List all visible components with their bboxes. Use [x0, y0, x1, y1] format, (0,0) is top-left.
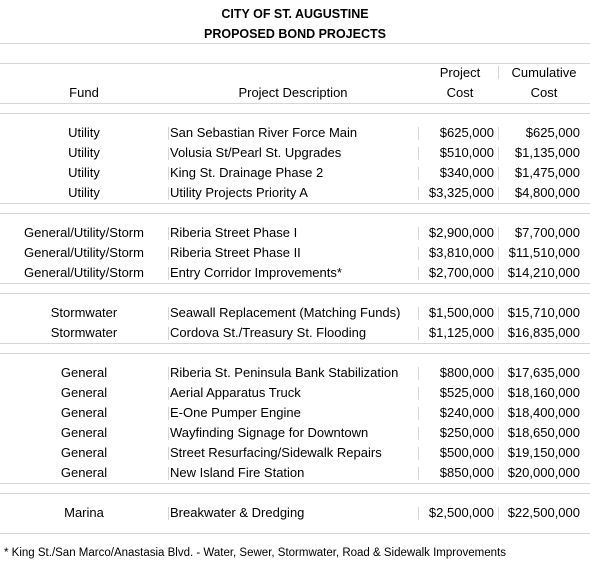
description-cell: San Sebastian River Force Main	[170, 125, 358, 140]
fund-cell: General	[60, 405, 108, 420]
cumulative-cell: $19,150,000	[507, 445, 580, 460]
cumulative-separator	[498, 187, 499, 200]
page-subtitle: PROPOSED BOND PROJECTS	[204, 27, 386, 41]
cost-header-top: Project	[439, 65, 481, 80]
cumulative-cell: $18,160,000	[507, 385, 580, 400]
cumulative-separator	[498, 227, 499, 240]
cumulative-cell: $22,500,000	[507, 505, 580, 520]
desc-separator	[168, 507, 169, 520]
cost-cell: $340,000	[439, 165, 494, 180]
cost-separator	[418, 307, 419, 320]
fund-cell: General	[60, 385, 108, 400]
grid-line	[0, 203, 590, 204]
cost-separator	[418, 327, 419, 340]
description-cell: Aerial Apparatus Truck	[170, 385, 301, 400]
cumulative-separator	[498, 387, 499, 400]
cost-separator	[418, 187, 419, 200]
header-separator	[498, 66, 499, 79]
desc-separator	[168, 307, 169, 320]
grid-line	[0, 533, 590, 534]
cumulative-separator	[498, 427, 499, 440]
cumulative-cell: $11,510,000	[508, 245, 580, 260]
grid-line	[0, 103, 590, 104]
footnote: * King St./San Marco/Anastasia Blvd. - Water, Sewer, Stormwater, Road & Sidewalk Improvements	[4, 547, 506, 559]
desc-separator	[168, 167, 169, 180]
fund-cell: Utility	[68, 165, 100, 180]
cumulative-separator	[498, 447, 499, 460]
cost-separator	[418, 167, 419, 180]
desc-separator	[168, 187, 169, 200]
cost-cell: $2,500,000	[428, 505, 494, 520]
page-title: CITY OF ST. AUGUSTINE	[221, 7, 369, 21]
fund-cell: Marina	[64, 505, 104, 520]
cost-cell: $1,500,000	[428, 305, 494, 320]
cost-separator	[418, 427, 419, 440]
desc-separator	[168, 387, 169, 400]
cumulative-separator	[498, 507, 499, 520]
fund-cell: General	[60, 425, 108, 440]
fund-cell: General	[60, 445, 108, 460]
grid-line	[0, 63, 590, 64]
grid-line	[0, 293, 590, 294]
cost-cell: $525,000	[439, 385, 494, 400]
cost-separator	[418, 267, 419, 280]
cost-cell: $800,000	[439, 365, 494, 380]
cumulative-separator	[498, 327, 499, 340]
grid-line	[0, 113, 590, 114]
description-cell: Riberia St. Peninsula Bank Stabilization	[170, 365, 399, 380]
fund-header: Fund	[69, 85, 99, 100]
cost-cell: $250,000	[439, 425, 494, 440]
description-cell: Wayfinding Signage for Downtown	[170, 425, 369, 440]
fund-cell: General	[60, 365, 108, 380]
desc-separator	[168, 127, 169, 140]
cumulative-cell: $15,710,000	[507, 305, 580, 320]
cumulative-cell: $625,000	[525, 125, 580, 140]
cumulative-separator	[498, 267, 499, 280]
description-cell: E-One Pumper Engine	[170, 405, 301, 420]
desc-separator	[168, 407, 169, 420]
cumulative-separator	[498, 367, 499, 380]
cost-separator	[418, 387, 419, 400]
grid-line	[0, 353, 590, 354]
desc-separator	[168, 367, 169, 380]
cost-header-bottom: Cost	[446, 85, 474, 100]
cost-separator	[418, 367, 419, 380]
cumulative-cell: $1,135,000	[514, 145, 580, 160]
desc-separator	[168, 467, 169, 480]
cost-separator	[418, 147, 419, 160]
cost-separator	[418, 227, 419, 240]
description-cell: Utility Projects Priority A	[170, 185, 308, 200]
desc-separator	[168, 447, 169, 460]
cumulative-separator	[498, 147, 499, 160]
desc-separator	[168, 247, 169, 260]
description-cell: Street Resurfacing/Sidewalk Repairs	[170, 445, 382, 460]
grid-line	[0, 483, 590, 484]
desc-separator	[168, 147, 169, 160]
cumulative-cell: $14,210,000	[507, 265, 580, 280]
cost-cell: $240,000	[439, 405, 494, 420]
description-cell: Riberia Street Phase II	[170, 245, 301, 260]
fund-cell: General/Utility/Storm	[24, 265, 144, 280]
description-cell: Entry Corridor Improvements*	[170, 265, 342, 280]
cumulative-cell: $20,000,000	[507, 465, 580, 480]
cumulative-cell: $18,650,000	[507, 425, 580, 440]
cost-separator	[418, 247, 419, 260]
fund-cell: Utility	[68, 125, 100, 140]
cumulative-cell: $17,635,000	[507, 365, 580, 380]
cost-cell: $2,700,000	[428, 265, 494, 280]
description-cell: Cordova St./Treasury St. Flooding	[170, 325, 367, 340]
cumulative-separator	[498, 467, 499, 480]
fund-cell: General/Utility/Storm	[24, 225, 144, 240]
cumulative-separator	[498, 127, 499, 140]
cost-cell: $1,125,000	[428, 325, 494, 340]
description-cell: Breakwater & Dredging	[170, 505, 305, 520]
cumulative-cell: $16,835,000	[507, 325, 580, 340]
fund-cell: Stormwater	[50, 305, 118, 320]
grid-line	[0, 283, 590, 284]
cost-separator	[418, 467, 419, 480]
cumulative-header-top: Cumulative	[511, 65, 577, 80]
description-cell: Seawall Replacement (Matching Funds)	[170, 305, 401, 320]
desc-separator	[168, 267, 169, 280]
description-cell: King St. Drainage Phase 2	[170, 165, 324, 180]
fund-cell: Utility	[68, 185, 100, 200]
cumulative-cell: $18,400,000	[507, 405, 580, 420]
grid-line	[0, 493, 590, 494]
grid-line	[0, 43, 590, 44]
cumulative-separator	[498, 307, 499, 320]
fund-cell: Stormwater	[50, 325, 118, 340]
cost-separator	[418, 127, 419, 140]
fund-cell: General/Utility/Storm	[24, 245, 144, 260]
grid-line	[0, 213, 590, 214]
cost-cell: $500,000	[439, 445, 494, 460]
cost-cell: $2,900,000	[428, 225, 494, 240]
cost-cell: $3,325,000	[428, 185, 494, 200]
cost-cell: $850,000	[439, 465, 494, 480]
cumulative-header-bottom: Cost	[530, 85, 558, 100]
cumulative-separator	[498, 407, 499, 420]
description-cell: Volusia St/Pearl St. Upgrades	[170, 145, 342, 160]
desc-separator	[168, 227, 169, 240]
cost-separator	[418, 447, 419, 460]
fund-cell: Utility	[68, 145, 100, 160]
desc-separator	[168, 427, 169, 440]
grid-line	[0, 343, 590, 344]
cost-separator	[418, 407, 419, 420]
cumulative-cell: $1,475,000	[514, 165, 580, 180]
cost-cell: $3,810,000	[428, 245, 494, 260]
cost-separator	[418, 507, 419, 520]
cost-cell: $510,000	[439, 145, 494, 160]
cost-cell: $625,000	[439, 125, 494, 140]
cumulative-cell: $7,700,000	[514, 225, 580, 240]
cumulative-separator	[498, 247, 499, 260]
cumulative-separator	[498, 167, 499, 180]
desc-separator	[168, 327, 169, 340]
fund-cell: General	[60, 465, 108, 480]
cumulative-cell: $4,800,000	[514, 185, 580, 200]
description-header: Project Description	[238, 85, 348, 100]
description-cell: Riberia Street Phase I	[170, 225, 298, 240]
description-cell: New Island Fire Station	[170, 465, 305, 480]
